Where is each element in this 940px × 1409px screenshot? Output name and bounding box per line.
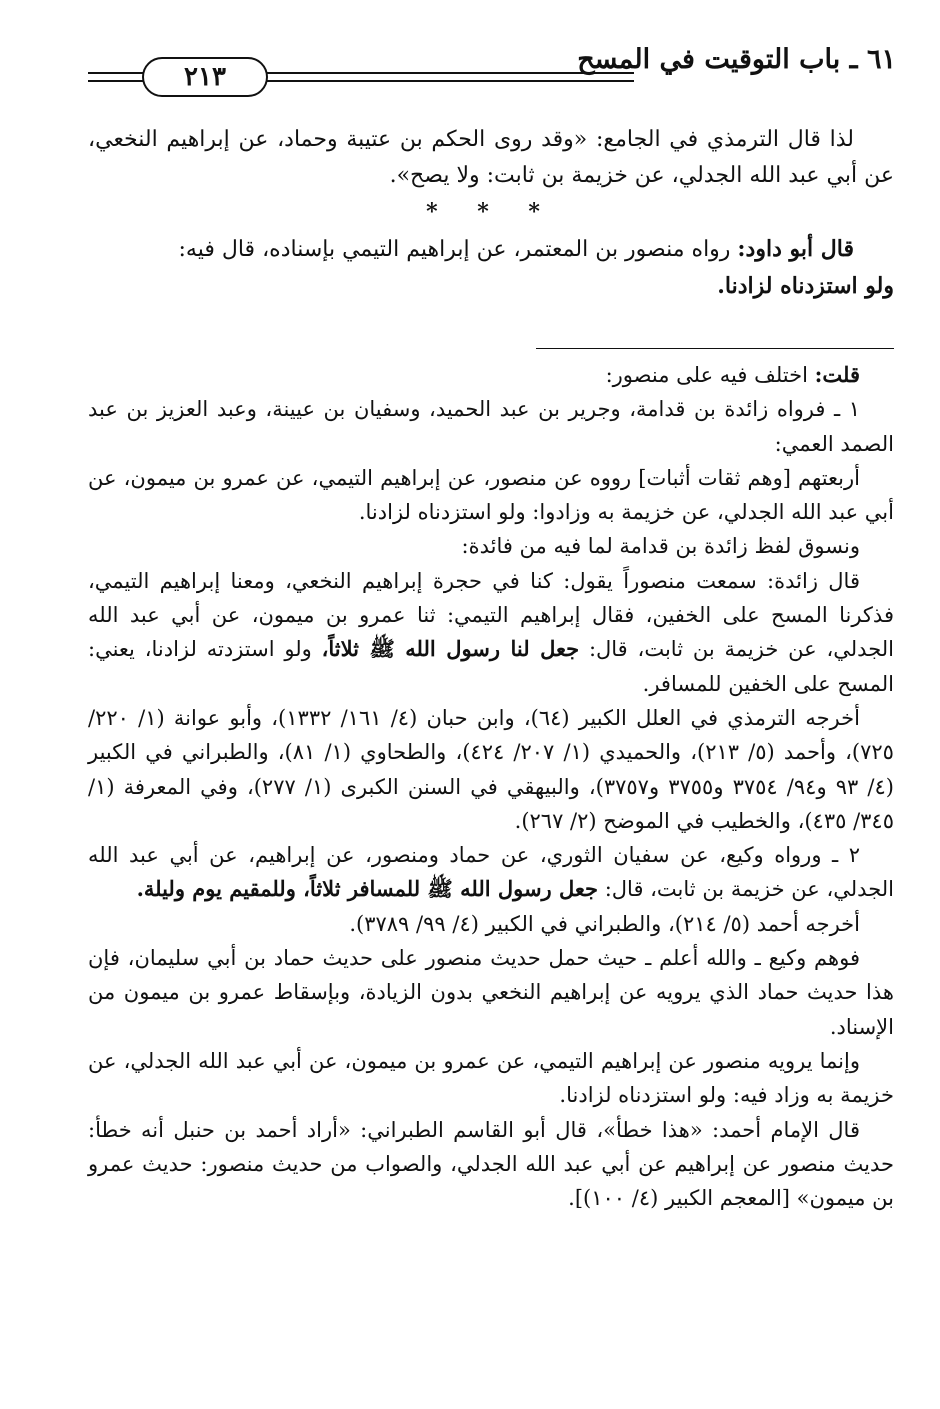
- footnote-text: ٢ ـ ورواه وكيع، عن سفيان الثوري، عن حماد ومنصور، عن إبراهيم، عن أبي عبد الله الجدلي، عن خزيمة بن ثابت، قال:: [88, 843, 894, 902]
- footnote-paragraph: أربعتهم [وهم ثقات أثبات] رووه عن منصور، عن إبراهيم التيمي، عن عمرو بن ميمون، عن أبي عبد الله الجدلي، عن خزيمة به وزادوا: ولو استزدناه لزادنا.: [88, 465, 894, 525]
- footnote-paragraph: ونسوق لفظ زائدة بن قدامة لما فيه من فائدة:: [461, 534, 860, 559]
- section-separator: * * *: [426, 198, 556, 225]
- speaker-label: قال أبو داود:: [737, 235, 854, 262]
- footnote-text: اختلف فيه على منصور:: [605, 363, 815, 387]
- quoted-text: ولو استزدناه لزادنا.: [717, 273, 894, 300]
- footnote-text: ولو استزدته لزادنا، يعني: المسح على الخفين للمسافر.: [88, 637, 894, 696]
- hadith-text: جعل رسول الله ﷺ للمسافر ثلاثاً، وللمقيم يوم وليلة.: [136, 876, 599, 902]
- page-number-badge: [142, 57, 268, 97]
- main-paragraph: لذا قال الترمذي في الجامع: «وقد روى الحكم بن عتيبة وحماد، عن إبراهيم النخعي، عن أبي عبد الله الجدلي، عن خزيمة بن ثابت: ولا يصح».: [88, 127, 894, 189]
- footnote-paragraph: وإنما يرويه منصور عن إبراهيم التيمي، عن عمرو بن ميمون، عن أبي عبد الله الجدلي، عن خزيمة به وزاد فيه: ولو استزدناه لزادنا.: [88, 1048, 894, 1108]
- footnote-paragraph: [88, 564, 894, 701]
- paragraph-text: رواه منصور بن المعتمر، عن إبراهيم التيمي بإسناده، قال فيه:: [178, 236, 738, 262]
- footnote-paragraph: [88, 358, 894, 392]
- chapter-title: ٦١ ـ باب التوقيت في المسح: [577, 44, 896, 75]
- page-number: ٢١٣: [184, 62, 226, 92]
- footnote-paragraph: أخرجه الترمذي في العلل الكبير (٦٤)، وابن حبان (٤/ ١٦١/ ١٣٣٢)، وأبو عوانة (١/ ٢٢٠/ ٧٢٥)، وأحمد (٥/ ٢١٣)، والحميدي (١/ ٢٠٧/ ٤٢٤)، والطحاوي (١/ ٨١)، والطبراني في الكبير (٤/ ٩٣ و٩٤/ ٣٧٥٤ و٣٧٥٥ و٣٧٥٧)، والبيهقي في السنن الكبرى (١/ ٢٧٧)، وفي المعرفة (١/ ٣٤٥/ ٤٣٥)، والخطيب في الموضح (٢/ ٢٦٧).: [88, 705, 894, 833]
- footnote-text: قال زائدة: سمعت منصوراً يقول: كنا في حجرة إبراهيم النخعي، ومعنا إبراهيم التيمي، فذكرنا المسح على الخفين، فقال إبراهيم التيمي: ثنا عمرو بن ميمون، عن أبي عبد الله الجدلي، عن خزيمة بن ثابت، قال:: [88, 568, 894, 662]
- footnote-lead: قلت:: [814, 362, 860, 387]
- main-paragraph: [88, 231, 894, 268]
- footnotes: [88, 358, 894, 1215]
- footnote-paragraph: أخرجه أحمد (٥/ ٢١٤)، والطبراني في الكبير (٤/ ٩٩/ ٣٧٨٩).: [349, 911, 860, 936]
- footnote-paragraph: [88, 838, 894, 907]
- page-header: [88, 40, 896, 110]
- hadith-text: جعل لنا رسول الله ﷺ ثلاثاً،: [321, 636, 580, 662]
- main-text: [88, 122, 894, 305]
- footnote-separator: [536, 348, 894, 349]
- footnote-paragraph: قال الإمام أحمد: «هذا خطأ»، قال أبو القاسم الطبراني: «أراد أحمد بن حنبل أنه خطأ: حديث منصور عن إبراهيم عن أبي عبد الله الجدلي، والصواب من حديث منصور: حديث عمرو بن ميمون» [المعجم الكبير (٤/ ١٠٠)].: [88, 1117, 894, 1211]
- footnote-paragraph: ١ ـ فرواه زائدة بن قدامة، وجرير بن عبد الحميد، وسفيان بن عيينة، وعبد العزيز بن عبد الصمد العمي:: [88, 397, 894, 456]
- footnote-paragraph: فوهم وكيع ـ والله أعلم ـ حيث حمل حديث منصور على حديث حماد بن أبي سليمان، فإن هذا حديث حماد الذي يرويه عن إبراهيم النخعي بدون الزيادة، وبإسقاط عمرو بن ميمون من الإسناد.: [88, 946, 894, 1039]
